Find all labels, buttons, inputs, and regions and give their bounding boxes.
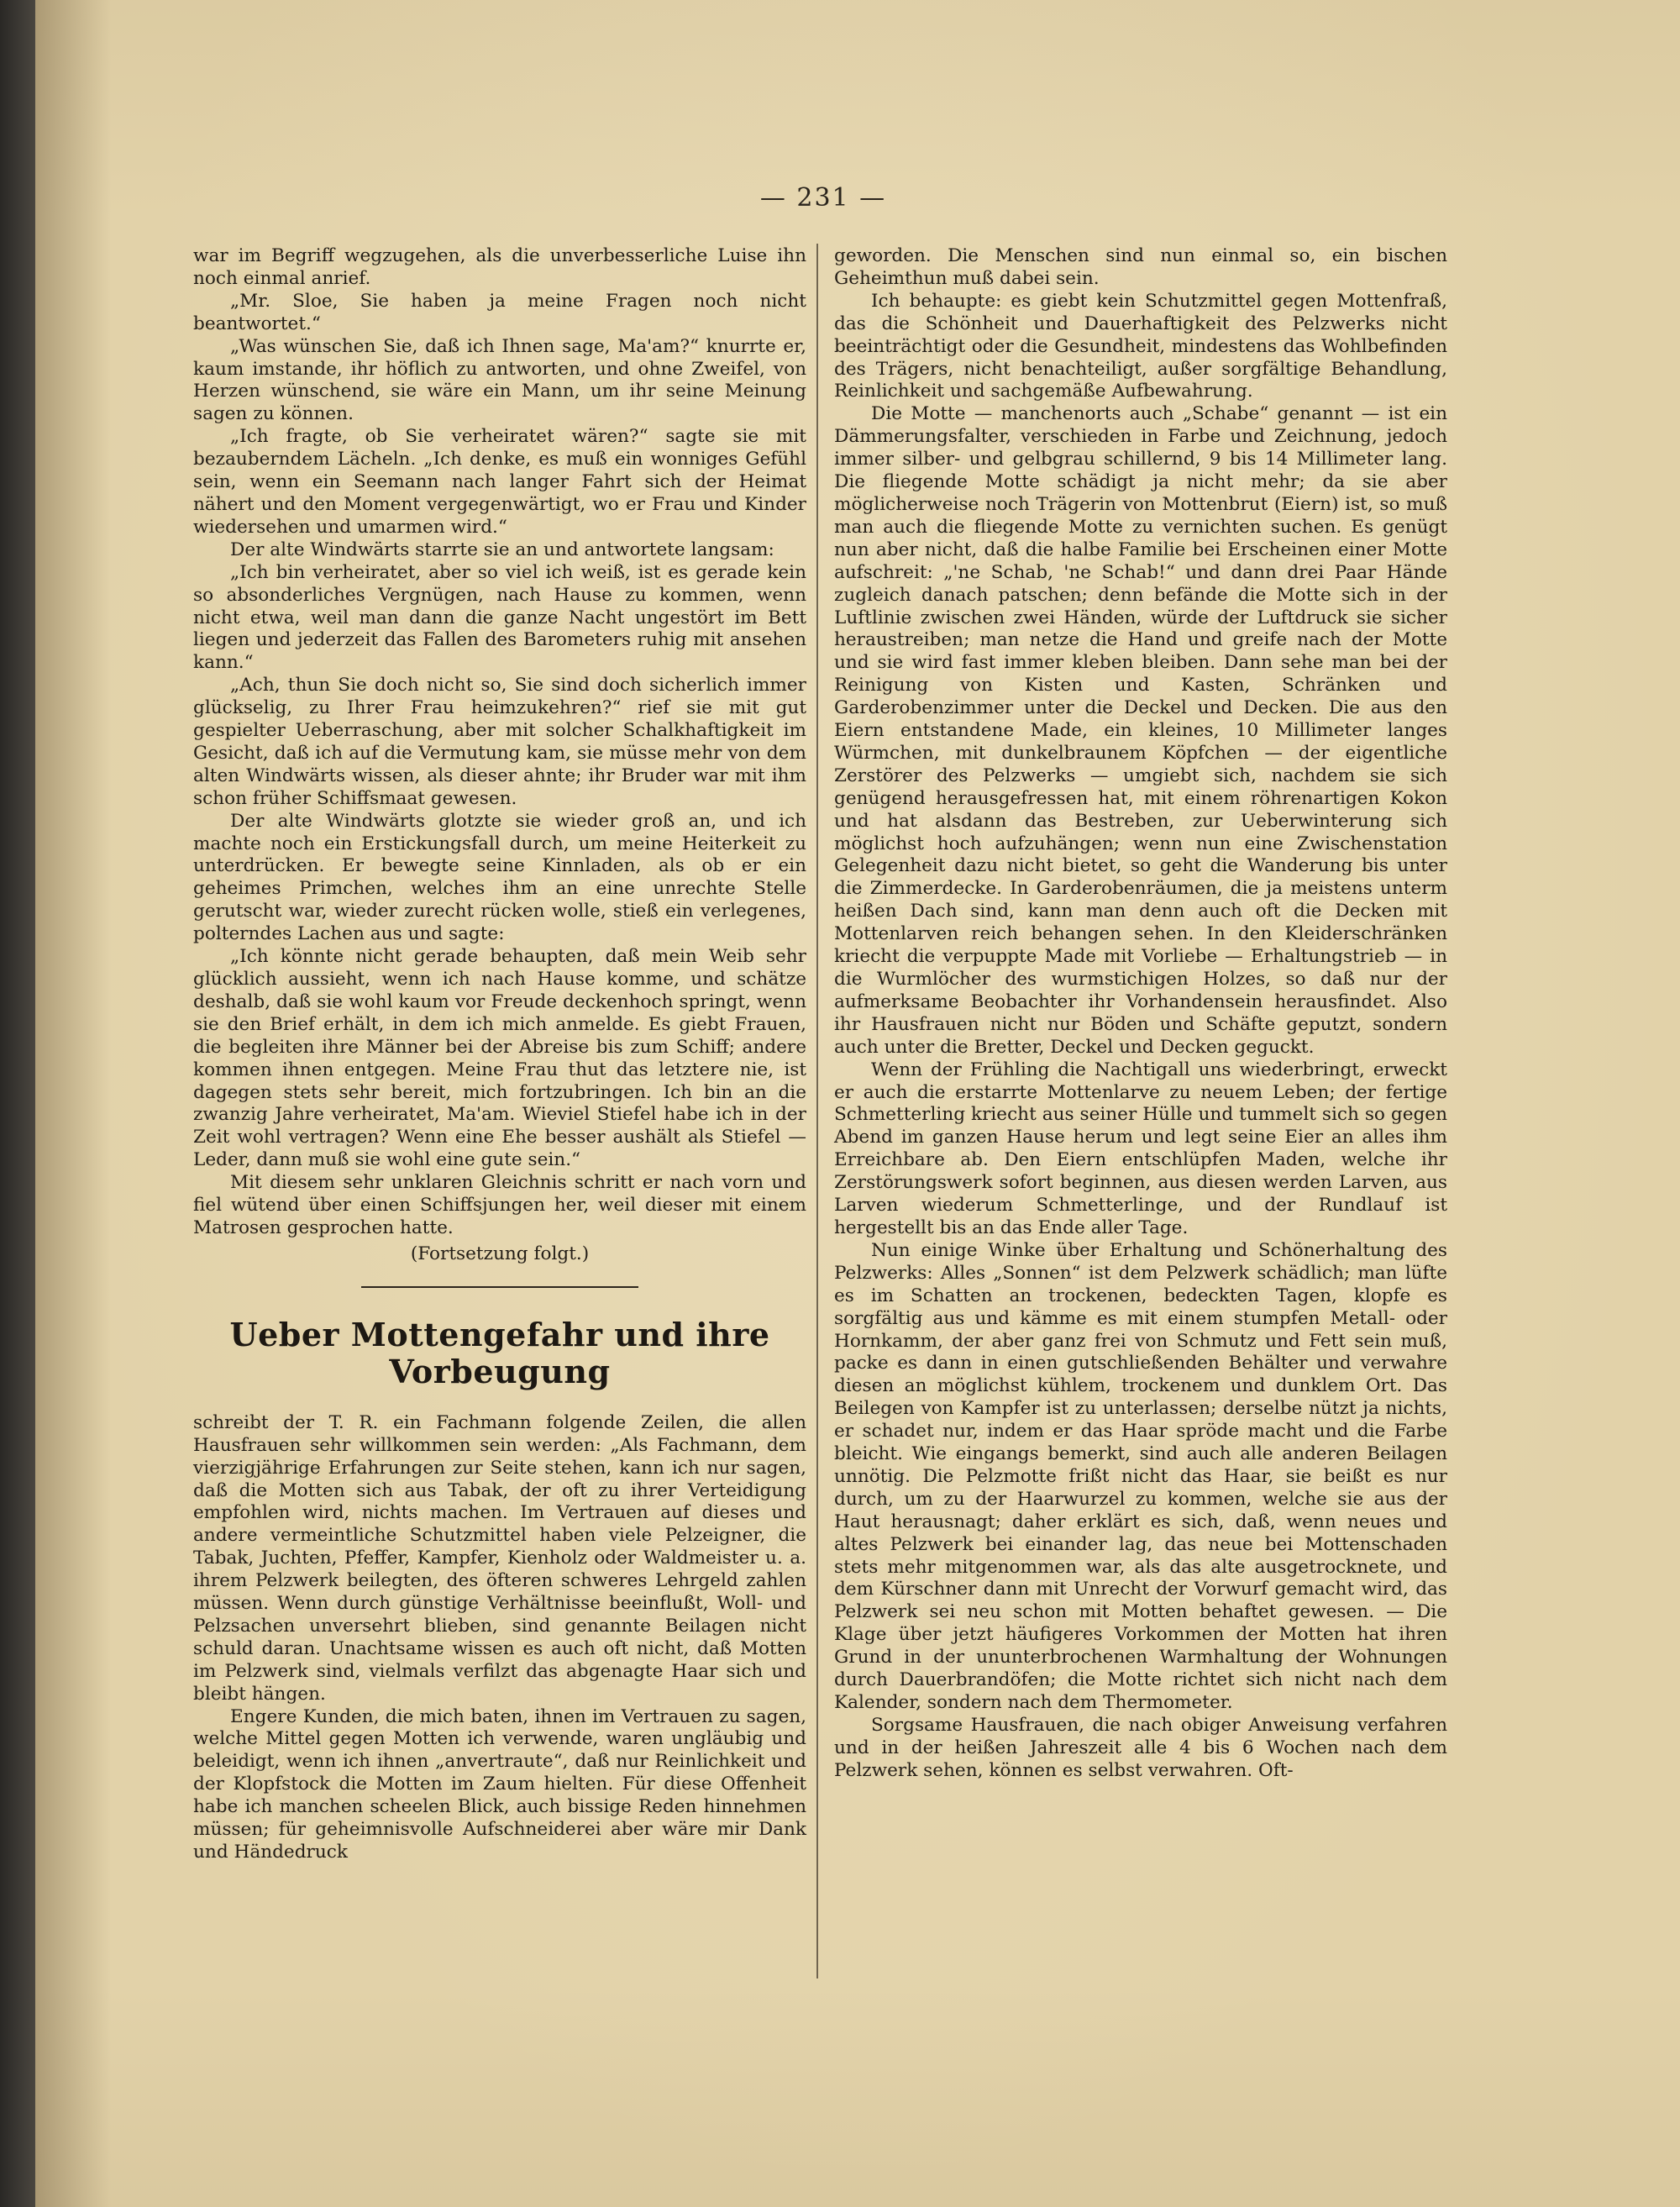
article-paragraph: Wenn der Frühling die Nachtigall uns wiederbringt, erweckt er auch die erstarrte Mottenlarve zu neuem Leben; der fertige Schmetterling kriecht aus seiner Hülle und tummelt sich so gegen Abend im ganzen Hause herum und legt seine Eier an alles ihm Erreichbare ab. Den Eiern entschlüpfen Maden, welche ihr Zerstörungswerk sofort beginnen, aus diesen werden Larven, aus Larven wiederum Schmetterlinge, und der Rundlauf ist hergestellt bis an das Ende aller Tage.: [834, 1059, 1447, 1238]
article-paragraph: Die Motte — manchenorts auch „Schabe“ genannt — ist ein Dämmerungsfalter, verschieden in Farbe und Zeichnung, jedoch immer silber- und gelbgrau schillernd, 9 bis 14 Millimeter lang. Die fliegende Motte schädigt ja nicht mehr; da sie aber möglicherweise noch Trägerin von Mottenbrut (Eiern) ist, so muß man auch die fliegende Motte zu vernichten suchen. Es genügt nun aber nicht, daß die halbe Familie bei Erscheinen einer Motte aufschreit: „'ne Schab, 'ne Schab!“ und dann drei Paar Hände zugleich danach patschen; denn befände die Motte sich in der Luftlinie zwischen zwei Händen, würde der Luftdruck sie sicher heraustreiben; man netze die Hand und greife nach der Motte und sie wird fast immer kleben bleiben. Dann sehe man bei der Reinigung von Kisten und Kasten, Schränken und Garderobenzimmer unter die Deckel und Decken. Die aus den Eiern entstandene Made, ein kleines, 10 Millimeter langes Würmchen, mit dunkelbraunem Köpfchen — der eigentliche Zerstörer des Pelzwerks — umgiebt sich, nachdem sie sich genügend herausgefressen hat, mit einem röhrenartigen Kokon und hat alsdann das Bestreben, zur Ueberwinterung sich möglichst hoch aufzuhängen; wenn nun eine Zwischenstation Gelegenheit dazu nicht bietet, so geht die Wanderung bis unter die Zimmerdecke. In Garderobenräumen, die ja meistens unterm heißen Dach sind, kann man denn auch oft die Decken mit Mottenlarven reich behangen sehen. In den Kleiderschränken kriecht die verpuppte Made mit Vorliebe — Erhaltungstrieb — in die Wurmlöcher des wurmstichigen Holzes, so daß nur der aufmerksame Beobachter ihr Vorhandensein herausfindet. Also ihr Hausfrauen nicht nur Böden und Schäfte geputzt, sondern auch unter die Bretter, Deckel und Decken geguckt.: [834, 403, 1447, 1058]
article-paragraph: Ich behaupte: es giebt kein Schutzmittel gegen Mottenfraß, das die Schönheit und Dauerhaftigkeit des Pelzwerks nicht beeinträchtigt oder die Gesundheit, mindestens das Wohlbefinden des Trägers, nicht benachteiligt, außer sorgfältige Behandlung, Reinlichkeit und sachgemäße Aufbewahrung.: [834, 290, 1447, 402]
article-paragraph: Sorgsame Hausfrauen, die nach obiger Anweisung verfahren und in der heißen Jahreszeit alle 4 bis 6 Wochen nach dem Pelzwerk sehen, können es selbst verwahren. Oft-: [834, 1714, 1447, 1781]
book-binding-edge: [0, 0, 35, 2207]
story-paragraph: Mit diesem sehr unklaren Gleichnis schritt er nach vorn und fiel wütend über einen Schiffsjungen her, weil dieser mit einem Matrosen gesprochen hatte.: [193, 1172, 806, 1238]
section-divider: [361, 1286, 638, 1288]
page-number: — 231 —: [759, 183, 887, 213]
story-paragraph: Der alte Windwärts starrte sie an und antwortete langsam:: [230, 539, 774, 560]
story-paragraph: „Mr. Sloe, Sie haben ja meine Fragen noch nicht beantwortet.“: [193, 290, 806, 334]
story-paragraph: „Ich bin verheiratet, aber so viel ich weiß, ist es gerade kein so absonderliches Vergnügen, nach Hause zu kommen, wenn nicht etwa, weil man dann die ganze Nacht ungestört im Bett liegen und jederzeit das Fallen des Barometers ruhig mit ansehen kann.“: [193, 561, 806, 674]
story-paragraph: Der alte Windwärts glotzte sie wieder groß an, und ich machte noch ein Erstickungsfall durch, um meine Heiterkeit zu unterdrücken. Er bewegte seine Kinnladen, als ob er ein geheimes Primchen, welches ihm an eine unrechte Stelle gerutscht war, wieder zurecht rücken wolle, stieß ein verlegenes, polterndes Lachen aus und sagte:: [193, 810, 806, 945]
continuation-note: (Fortsetzung folgt.): [410, 1243, 590, 1264]
left-column: [193, 245, 806, 1864]
story-paragraph: „Ich könnte nicht gerade behaupten, daß mein Weib sehr glücklich aussieht, wenn ich nach Hause komme, und schätze deshalb, daß sie wohl kaum vor Freude deckenhoch springt, wenn sie den Brief erhält, in dem ich mich anmelde. Es giebt Frauen, die begleiten ihre Männer bei der Abreise bis zum Schiff; andere kommen ihnen entgegen. Meine Frau thut das letztere nie, ist dagegen stets sehr bereit, mich fortzubringen. Ich bin an die zwanzig Jahre verheiratet, Ma'am. Wieviel Stiefel habe ich in der Zeit wohl vertragen? Wenn eine Ehe besser aushält als Stiefel — Leder, dann muß sie wohl eine gute sein.“: [193, 946, 806, 1171]
article-paragraph: Engere Kunden, die mich baten, ihnen im Vertrauen zu sagen, welche Mittel gegen Motten ich verwende, waren ungläubig und beleidigt, wenn ich ihnen „anvertraute“, daß nur Reinlichkeit und der Klopfstock die Motten im Zaum hielten. Für diese Offenheit habe ich manchen scheelen Blick, auch bissige Reden hinnehmen müssen; für geheimnisvolle Aufschneiderei aber wäre mir Dank und Händedruck: [193, 1705, 806, 1863]
article-paragraph: geworden. Die Menschen sind nun einmal so, ein bischen Geheimthun muß dabei sein.: [834, 245, 1447, 289]
column-divider: [816, 244, 818, 1978]
right-column: [834, 245, 1447, 1783]
story-paragraph: „Ach, thun Sie doch nicht so, Sie sind doch sicherlich immer glückselig, zu Ihrer Frau heimzukehren?“ rief sie mit gut gespielter Ueberraschung, aber mit solcher Schalkhaftigkeit im Gesicht, daß ich auf die Vermutung kam, sie müsse mehr von dem alten Windwärts wissen, als dieser ahnte; ihr Bruder war mit ihm schon früher Schiffsmaat gewesen.: [193, 675, 806, 809]
story-paragraph: war im Begriff wegzugehen, als die unverbesserliche Luise ihn noch einmal anrief.: [193, 245, 806, 289]
article-paragraph: Nun einige Winke über Erhaltung und Schönerhaltung des Pelzwerks: Alles „Sonnen“ ist dem Pelzwerk schädlich; man lüfte es im Schatten an trockenen, bedeckten Tagen, klopfe es sorgfältig aus und kämme es mit einem stumpfen Metall- oder Hornkamm, der aber ganz frei von Schmutz und Fett sein muß, packe es dann in einen gutschließenden Behälter und verwahre diesen an möglichst kühlem, trockenem und dunklem Ort. Das Beilegen von Kampfer ist zu unterlassen; derselbe nützt ja nichts, er schadet nur, indem er das Haar spröde macht und die Farbe bleicht. Wie eingangs bemerkt, sind auch alle anderen Beilagen unnötig. Die Pelzmotte frißt nicht das Haar, sie beißt es nur durch, um zu der Haarwurzel zu kommen, welche sie aus der Haut herausnagt; daher erklärt es sich, daß, wenn neues und altes Pelzwerk bei einander lag, das neue bei Mottenschaden stets mehr mitgenommen war, als das alte ausgetrocknete, und dem Kürschner dann mit Unrecht der Vorwurf gemacht wird, das Pelzwerk sei neu schon mit Motten behaftet gewesen. — Die Klage über jetzt häufigeres Vorkommen der Motten hat ihren Grund in der ununterbrochenen Warmhaltung der Wohnungen durch Dauerbrandöfen; die Motte richtet sich nicht nach dem Kalender, sondern nach dem Thermometer.: [834, 1239, 1447, 1713]
story-paragraph: „Ich fragte, ob Sie verheiratet wären?“ sagte sie mit bezauberndem Lächeln. „Ich denke, es muß ein wonniges Gefühl sein, wenn ein Seemann nach langer Fahrt sich der Heimat nähert und den Moment vergegenwärtigt, wo er Frau und Kinder wiedersehen und umarmen wird.“: [193, 426, 806, 538]
article-headline: Ueber Mottengefahr und ihre Vorbeugung: [229, 1315, 770, 1390]
article-paragraph: schreibt der T. R. ein Fachmann folgende Zeilen, die allen Hausfrauen sehr willkommen sein werden: „Als Fachmann, dem vierzigjährige Erfahrungen zur Seite stehen, kann ich nur sagen, daß die Motten sich aus Tabak, der oft zu ihrer Verteidigung empfohlen wird, nichts machen. Im Vertrauen auf dieses und andere vermeintliche Schutzmittel haben viele Pelzeigner, die Tabak, Juchten, Pfeffer, Kampfer, Kienholz oder Waldmeister u. a. ihrem Pelzwerk beilegten, des öfteren schweres Lehrgeld zahlen müssen. Wenn durch günstige Verhältnisse beeinflußt, Woll- und Pelzsachen unversehrt blieben, sind genannte Beilagen nicht schuld daran. Unachtsame wissen es auch oft nicht, daß Motten im Pelzwerk sind, vielmals verfilzt das abgenagte Haar sich und bleibt hängen.: [193, 1411, 806, 1705]
gutter-shadow: [35, 0, 111, 2207]
story-paragraph: „Was wünschen Sie, daß ich Ihnen sage, Ma'am?“ knurrte er, kaum imstande, ihr höflich zu antworten, und ohne Zweifel, von Herzen wünschend, sie wäre ein Mann, um ihr seine Meinung sagen zu können.: [193, 335, 806, 425]
